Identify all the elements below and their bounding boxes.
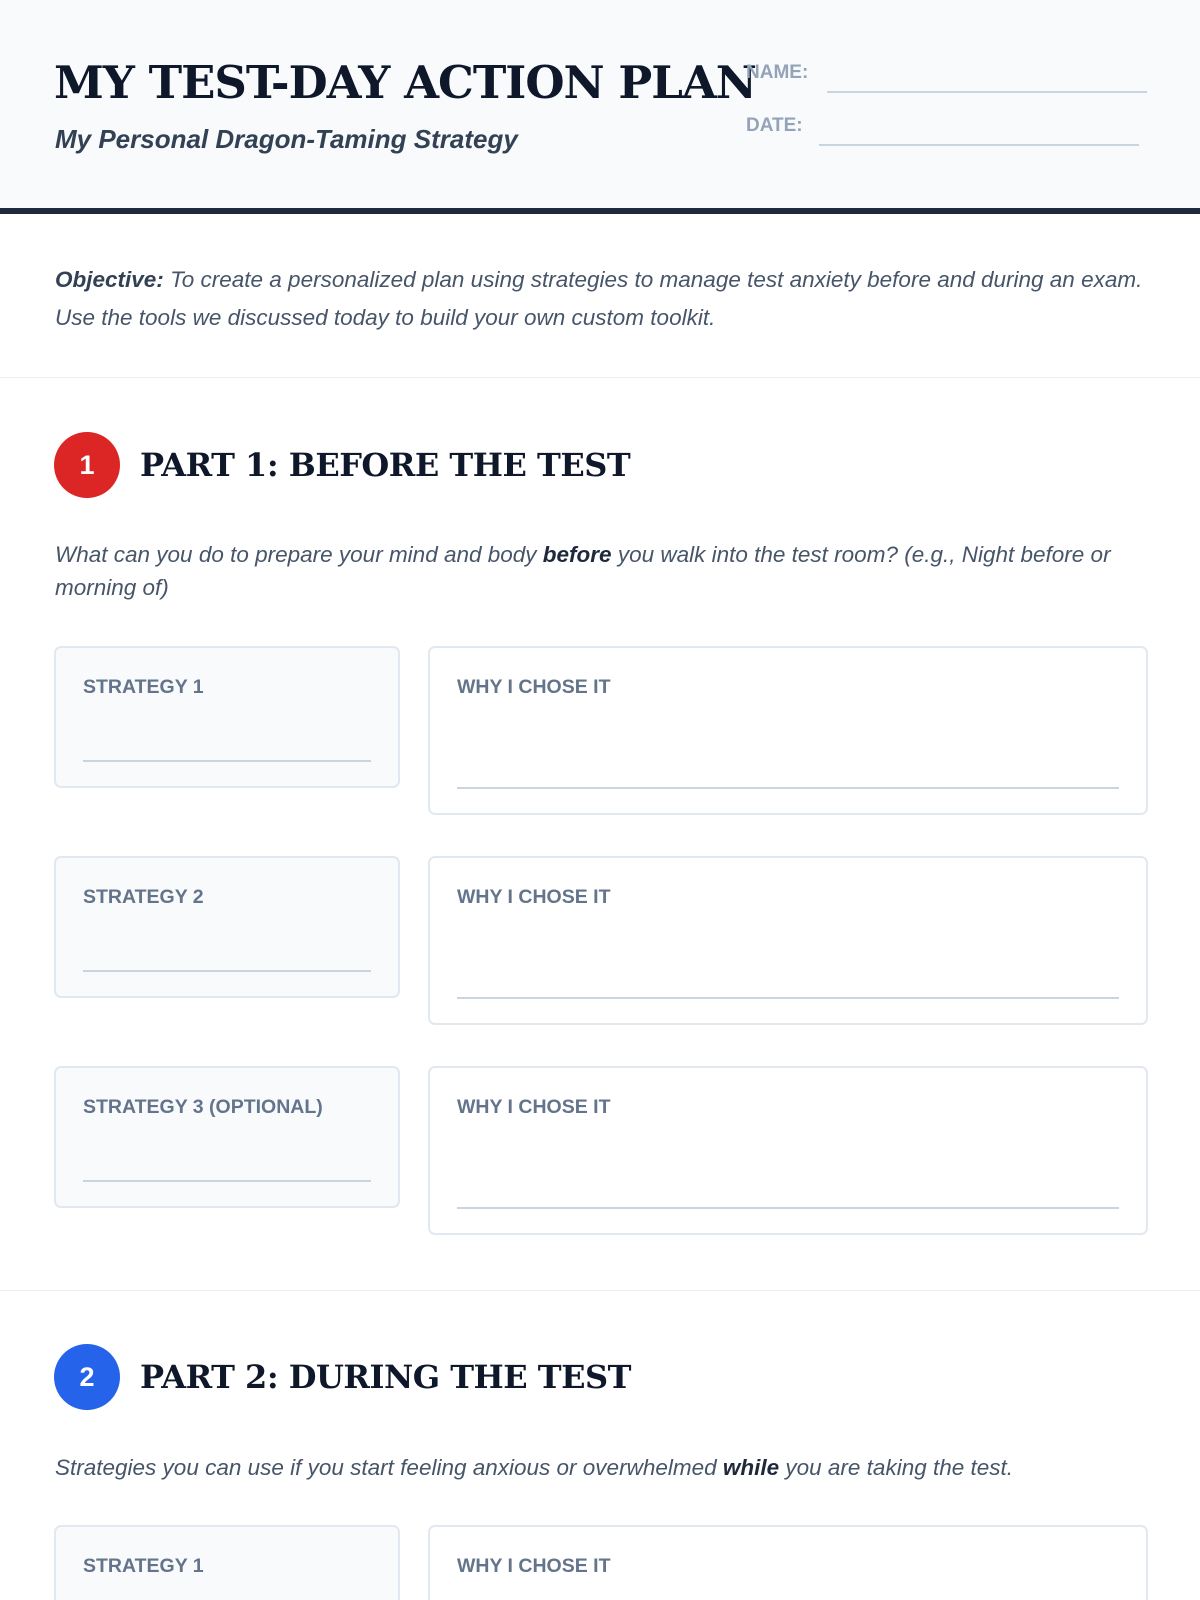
section-divider: [0, 1290, 1200, 1291]
part1-description: [55, 538, 1155, 604]
why-write-line[interactable]: [457, 787, 1119, 789]
date-field[interactable]: [819, 144, 1139, 146]
strategy-label: STRATEGY 2: [83, 886, 204, 908]
part2-number-badge: 2: [54, 1344, 120, 1410]
part1-title: PART 1: BEFORE THE TEST: [140, 446, 631, 484]
part1-strategy-2-box[interactable]: [54, 856, 400, 998]
objective-lead: Objective:: [55, 267, 164, 292]
page-header: [0, 0, 1200, 214]
strategy-write-line[interactable]: [83, 970, 371, 972]
why-label: WHY I CHOSE IT: [457, 886, 611, 908]
part2-strategy-1-box[interactable]: [54, 1525, 400, 1600]
strategy-label: STRATEGY 1: [83, 676, 204, 698]
strategy-label: STRATEGY 1: [83, 1555, 204, 1577]
part2-description: [55, 1451, 1155, 1484]
strategy-write-line[interactable]: [83, 1180, 371, 1182]
why-write-line[interactable]: [457, 997, 1119, 999]
why-label: WHY I CHOSE IT: [457, 1555, 611, 1577]
objective-text: [55, 261, 1155, 337]
why-label: WHY I CHOSE IT: [457, 676, 611, 698]
strategy-label: STRATEGY 3 (OPTIONAL): [83, 1096, 323, 1118]
why-write-line[interactable]: [457, 1207, 1119, 1209]
name-field[interactable]: [827, 91, 1147, 93]
page-title: MY TEST-DAY ACTION PLAN: [54, 56, 756, 109]
part1-strategy-3-box[interactable]: [54, 1066, 400, 1208]
part2-why-1-box[interactable]: [428, 1525, 1148, 1600]
part2-desc-emphasis: while: [722, 1455, 780, 1480]
page-subtitle: My Personal Dragon-Taming Strategy: [55, 124, 518, 154]
name-label: NAME:: [746, 62, 809, 83]
part2-desc-text: Strategies you can use if you start feeling anxious or overwhelmed: [55, 1455, 723, 1480]
objective-body: To create a personalized plan using strategies to manage test anxiety before and during an exam. Use the tools we discussed today to build your own custom toolkit.: [55, 267, 1143, 330]
part1-why-1-box[interactable]: [428, 646, 1148, 815]
why-label: WHY I CHOSE IT: [457, 1096, 611, 1118]
part1-why-3-box[interactable]: [428, 1066, 1148, 1235]
part1-strategy-1-box[interactable]: [54, 646, 400, 788]
part2-title: PART 2: DURING THE TEST: [140, 1358, 631, 1396]
part1-desc-emphasis: before: [542, 542, 612, 567]
part1-desc-text: What can you do to prepare your mind and body: [55, 542, 543, 567]
part1-why-2-box[interactable]: [428, 856, 1148, 1025]
part1-number-badge: 1: [54, 432, 120, 498]
section-divider: [0, 377, 1200, 378]
part2-desc-text-end: you are taking the test.: [779, 1455, 1014, 1480]
date-label: DATE:: [746, 115, 803, 136]
strategy-write-line[interactable]: [83, 760, 371, 762]
part1-desc-text-end: you walk into the test room? (e.g., Night before or morning of): [55, 542, 1111, 600]
